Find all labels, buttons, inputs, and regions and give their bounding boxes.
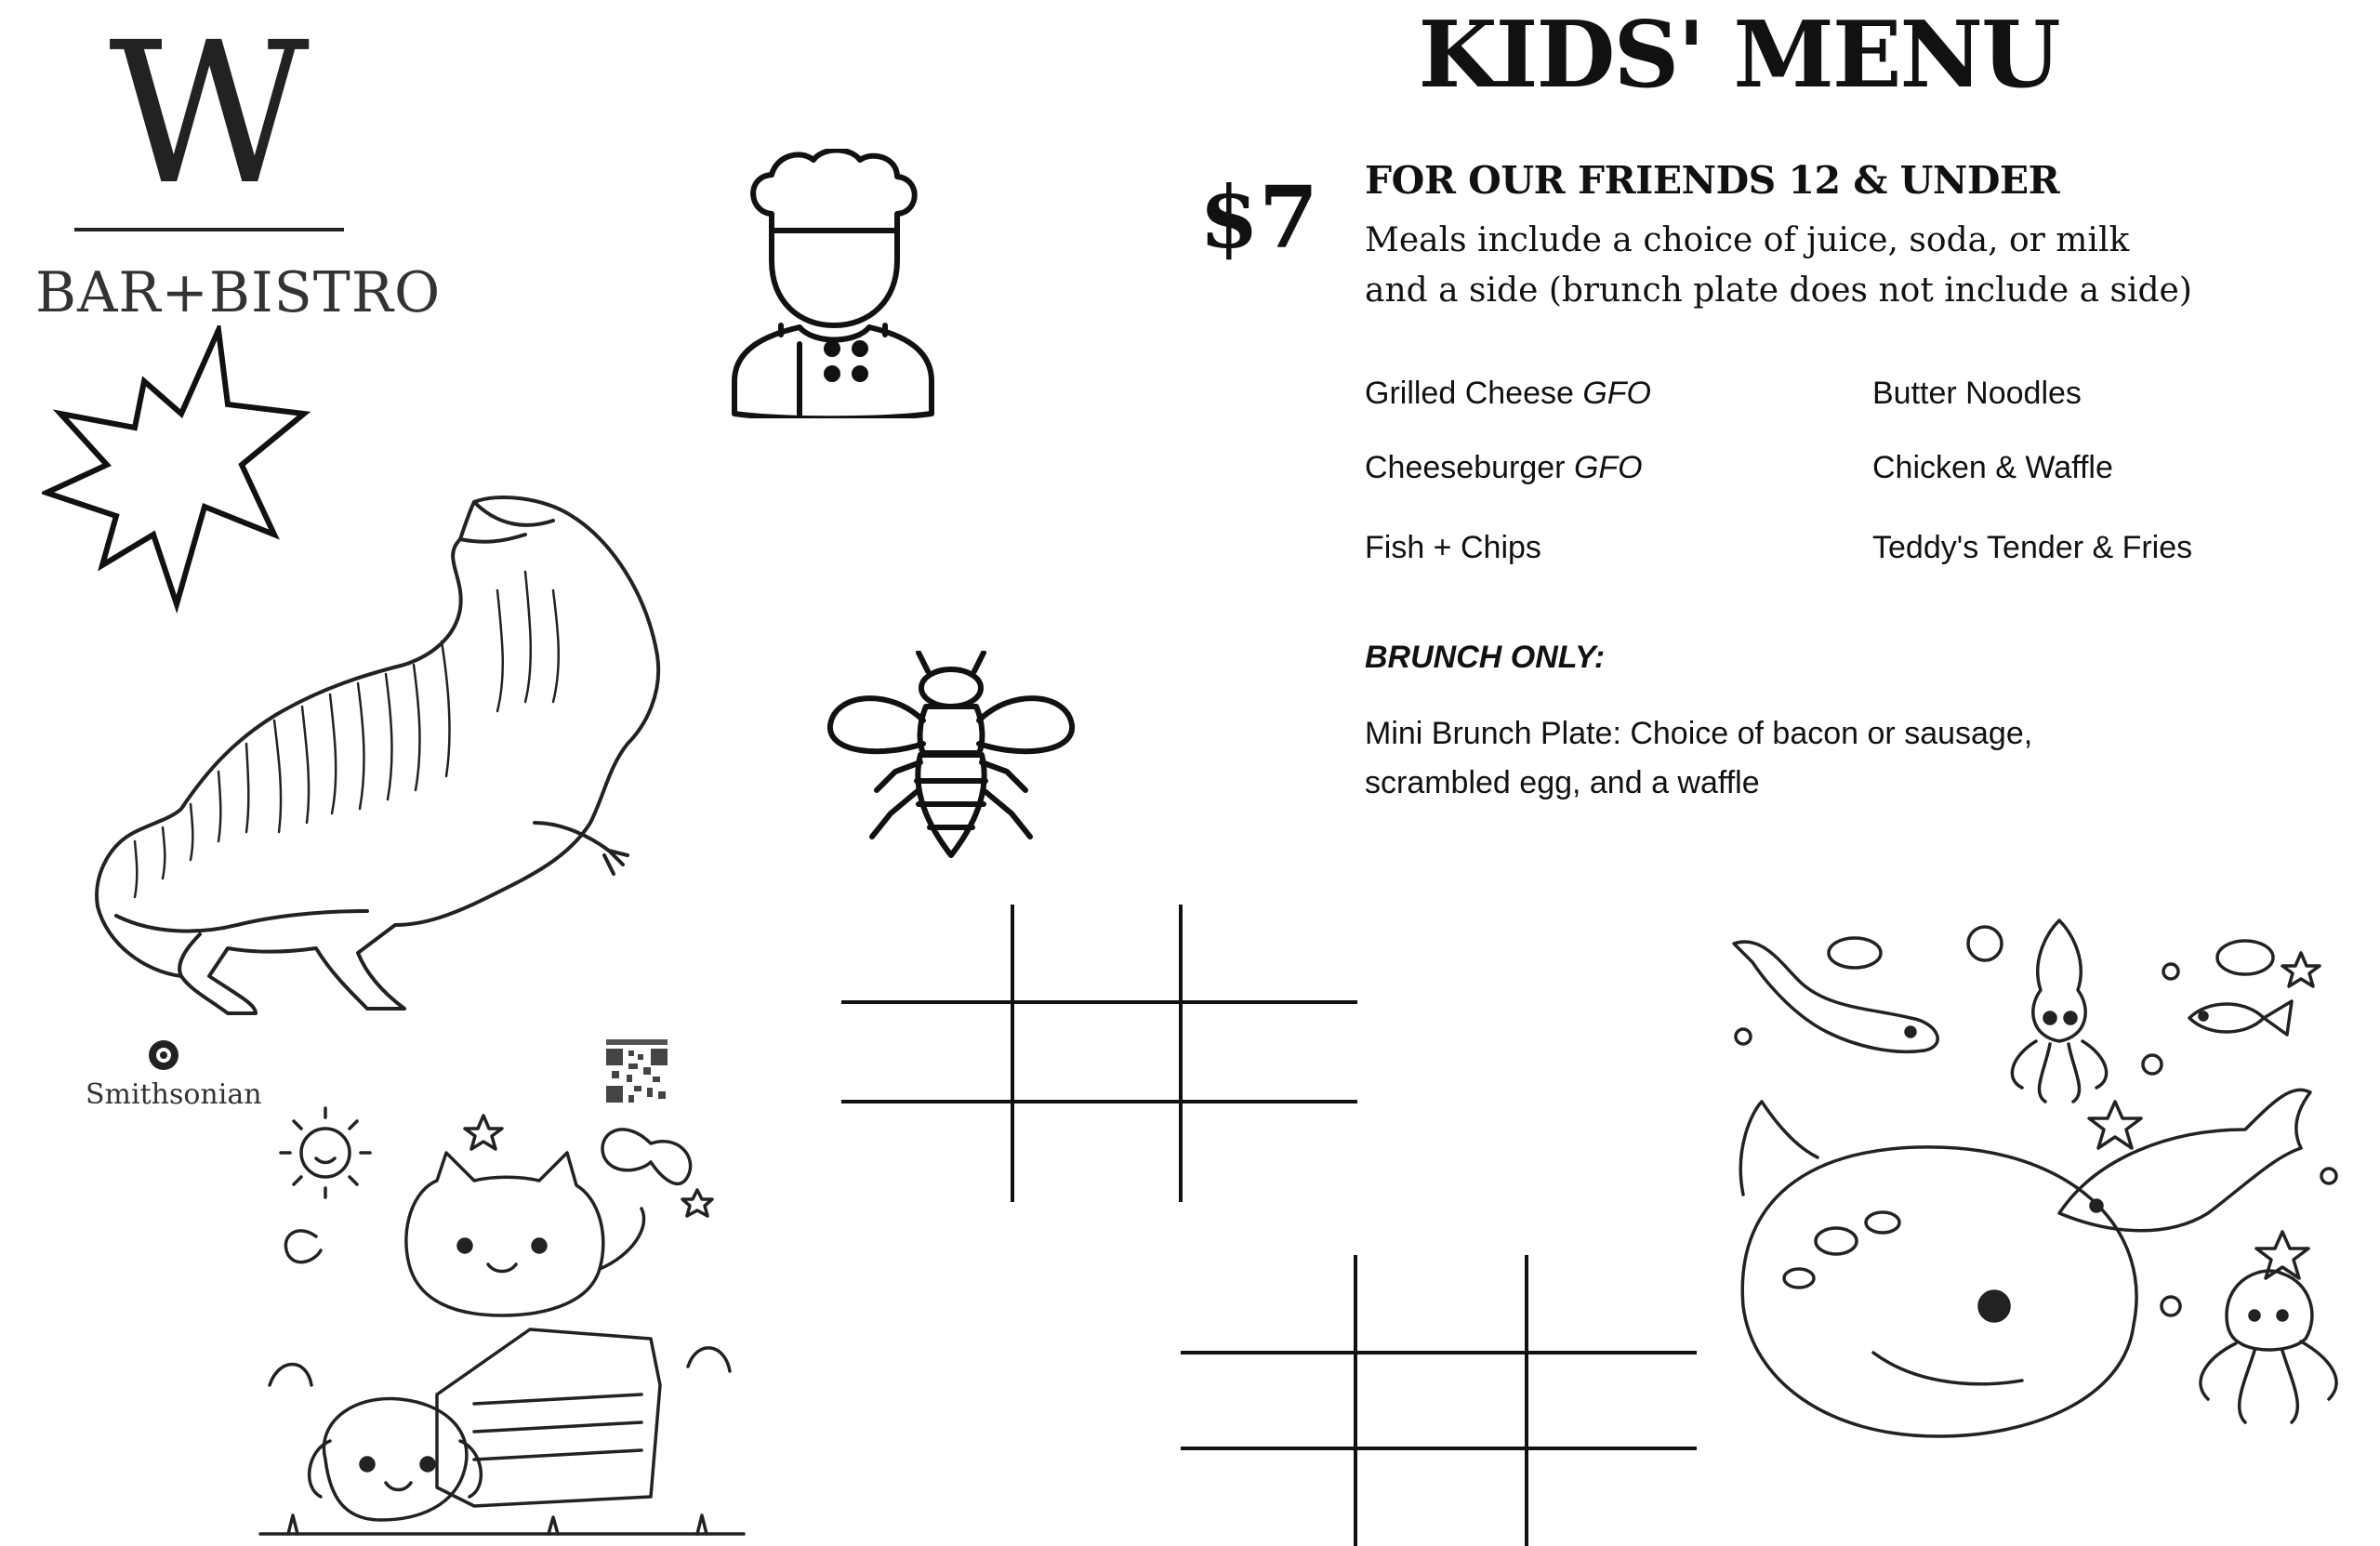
grid-line [1181,1447,1697,1450]
smithsonian-label: Smithsonian [86,1078,262,1111]
grid-line [1011,905,1014,1202]
page-title: KIDS' MENU [1418,2,2059,109]
menu-item [1365,530,1541,566]
menu-item [1872,450,2113,486]
brunch-description-line: Mini Brunch Plate: Choice of bacon or sausage, [1365,716,2033,751]
grid-line [1525,1255,1528,1546]
logo-divider [74,228,344,231]
menu-description-line: Meals include a choice of juice, soda, or milk [1365,221,2130,259]
menu-item-name: Cheeseburger [1365,450,1566,485]
menu-item-tag: GFO [1573,450,1643,485]
menu-price: $7 [1199,167,1319,268]
grid-line [841,1000,1357,1004]
logo-letter: W [109,33,310,195]
logo-name: BAR+BISTRO [35,260,442,325]
cat-dog-illustration [251,1106,753,1543]
brunch-heading: BRUNCH ONLY: [1365,640,1606,675]
menu-description-line: and a side (brunch plate does not include a side) [1365,271,2192,310]
grid-line [841,1100,1357,1103]
dinosaur-illustration [88,488,683,1037]
menu-item-tag: GFO [1582,376,1652,411]
menu-item [1872,376,2082,412]
menu-item [1365,376,1651,412]
menu-subtitle: FOR OUR FRIENDS 12 & UNDER [1365,158,2060,203]
sea-animals-illustration [1725,916,2357,1473]
grid-line [1181,1351,1697,1354]
menu-item-name: Grilled Cheese [1365,376,1574,411]
smithsonian-logo-icon [147,1038,180,1072]
chef-icon [725,149,939,418]
grid-line [1354,1255,1357,1546]
qr-code-icon [606,1039,668,1104]
menu-item-name: Butter Noodles [1872,376,2082,411]
menu-item [1872,530,2192,566]
bee-icon [826,651,1081,860]
menu-item-name: Fish + Chips [1365,530,1541,565]
grid-line [1179,905,1183,1202]
menu-item-name: Teddy's Tender & Fries [1872,530,2193,565]
menu-item [1365,450,1643,486]
logo-w-icon [88,33,330,195]
brunch-description-line: scrambled egg, and a waffle [1365,765,1760,800]
logo-w-mark [88,33,330,195]
menu-item-name: Chicken & Waffle [1872,450,2113,485]
